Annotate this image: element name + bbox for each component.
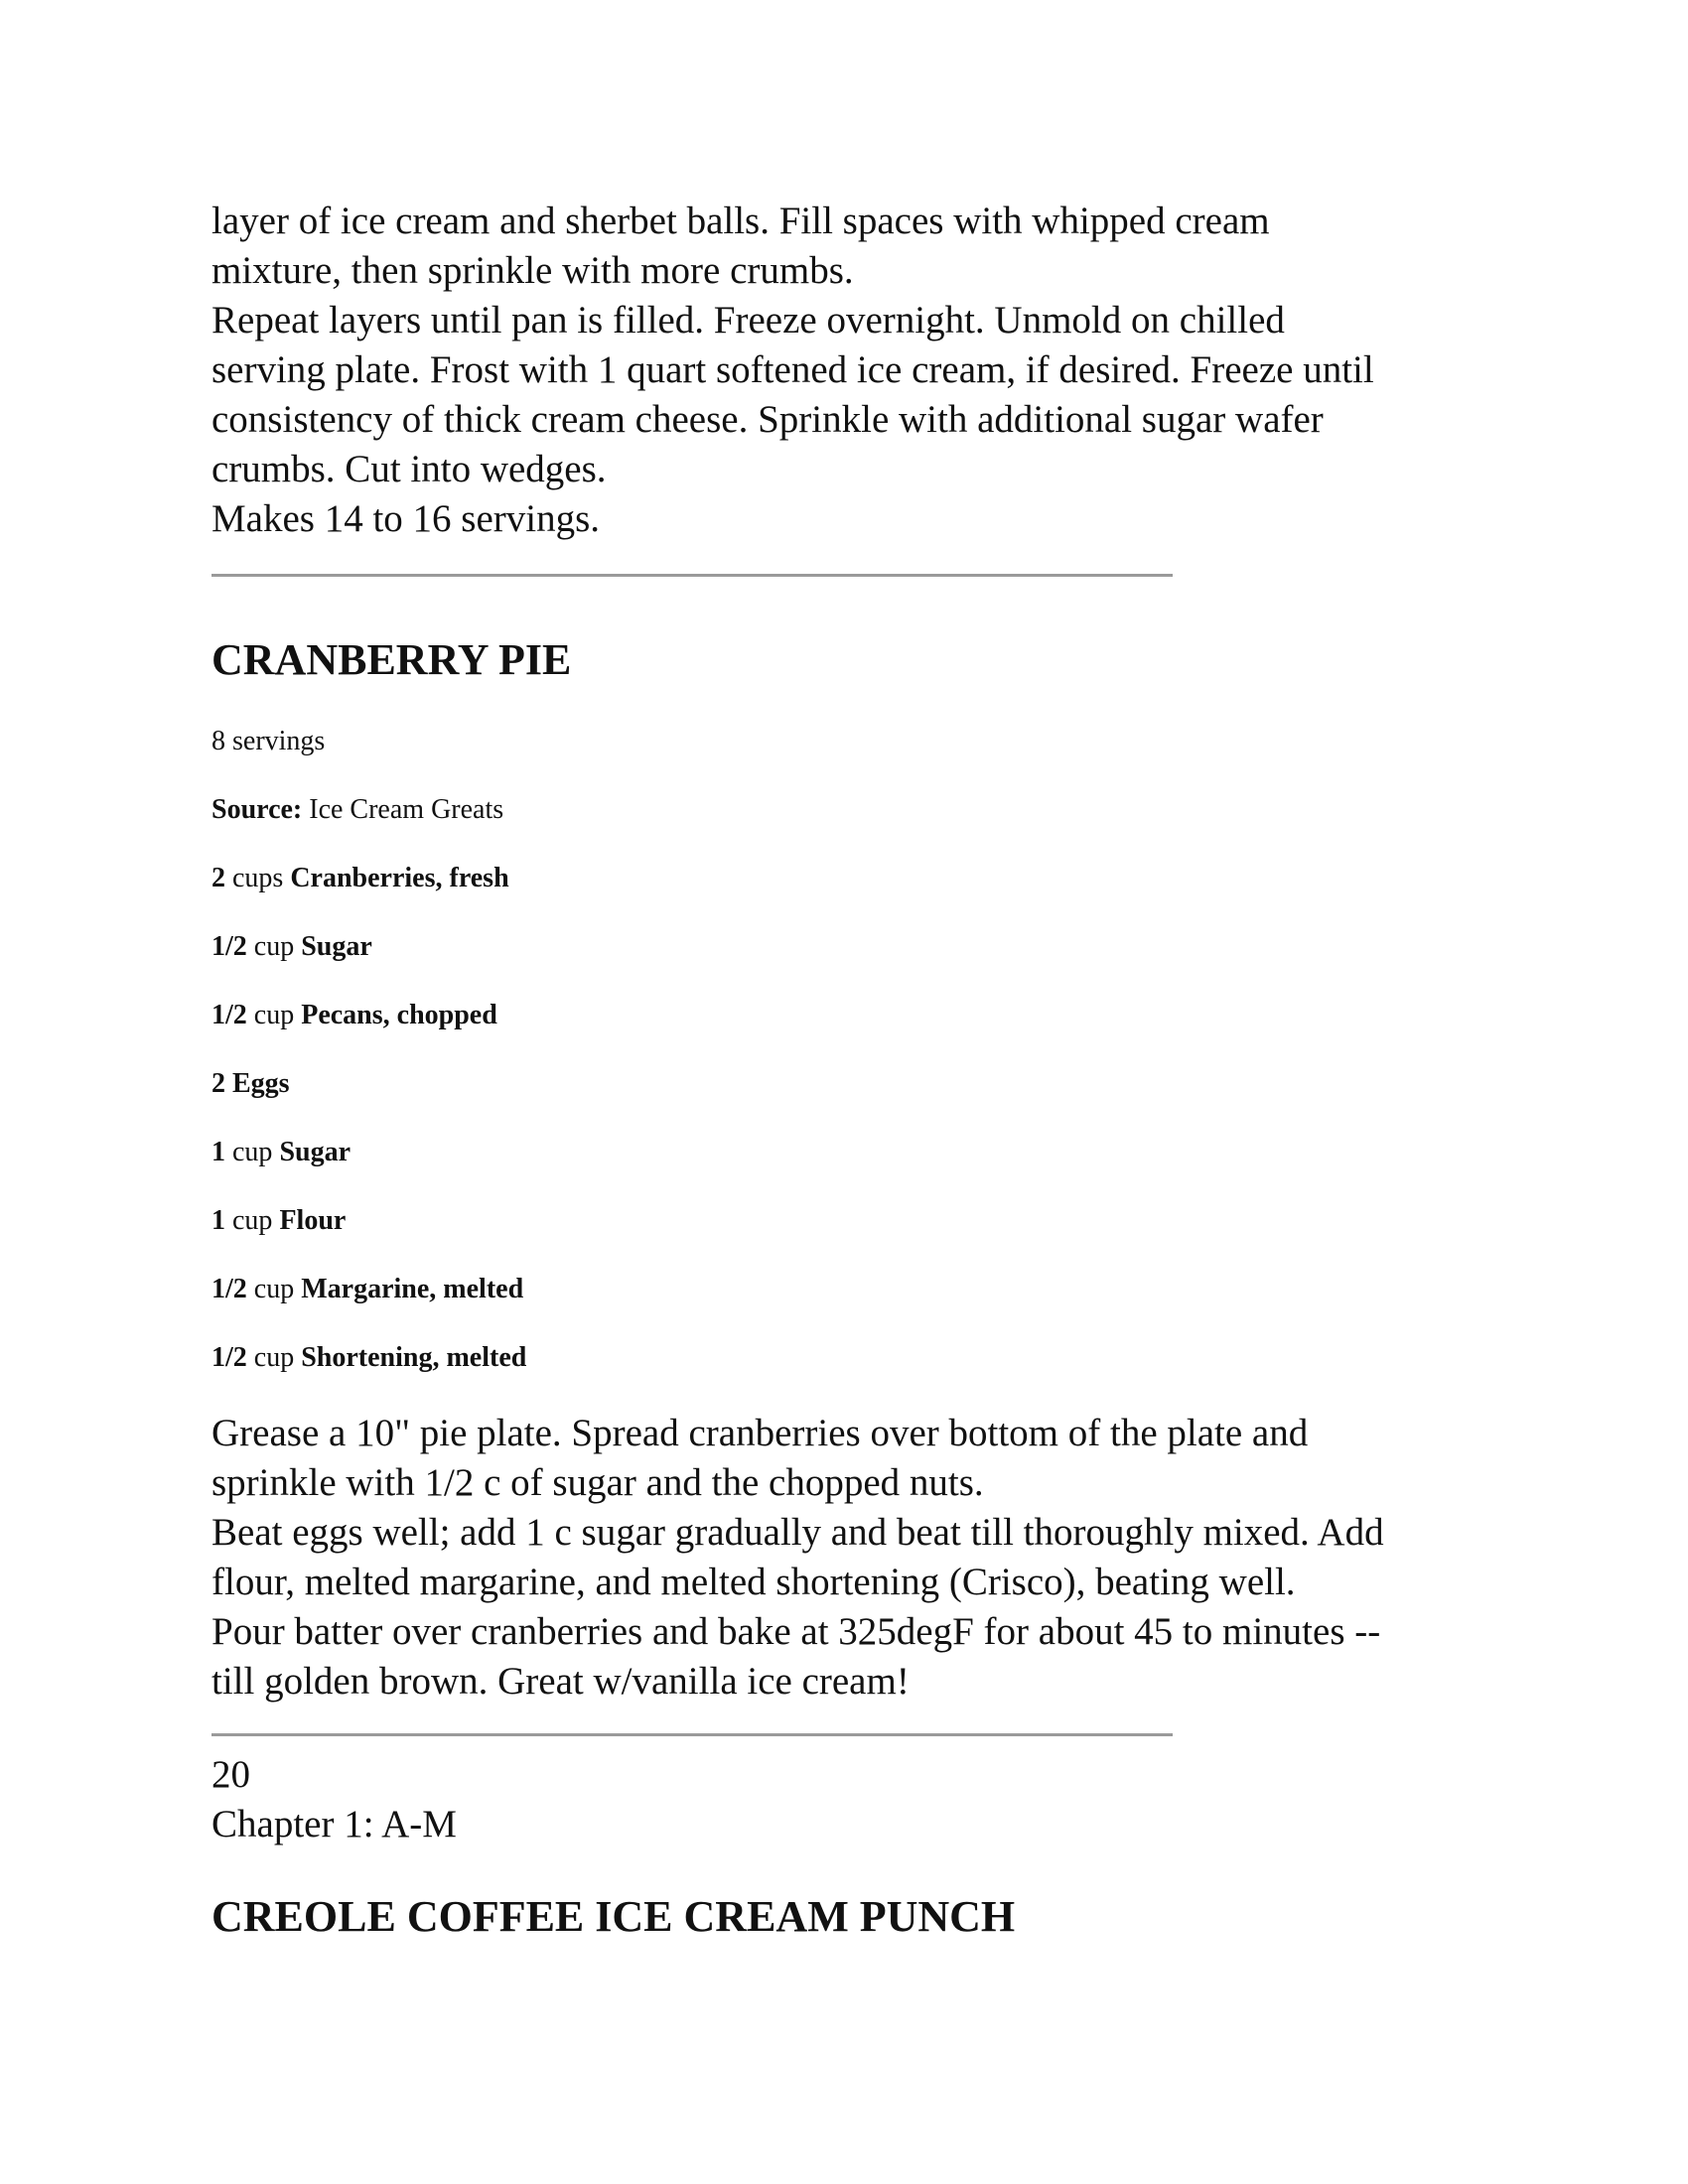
ingredient-unit: cup xyxy=(225,1137,280,1167)
text-line: mixture, then sprinkle with more crumbs. xyxy=(211,249,854,292)
ingredient-item xyxy=(211,1272,1502,1307)
ingredient-unit: cup xyxy=(246,1000,302,1030)
ingredient-item xyxy=(211,1135,1502,1170)
text-line: serving plate. Frost with 1 quart softened ice cream, if desired. Freeze until xyxy=(211,348,1374,391)
ingredient-qty: 2 xyxy=(211,1068,225,1099)
ingredient-qty: 1 xyxy=(211,1205,225,1236)
ingredient-qty: 1 xyxy=(211,1137,225,1167)
ingredient-item xyxy=(211,1066,1502,1102)
text-line: Repeat layers until pan is filled. Freeze overnight. Unmold on chilled xyxy=(211,299,1285,341)
ingredient-item xyxy=(211,1340,1502,1376)
recipe-source xyxy=(211,792,1502,828)
page-number: 20 xyxy=(211,1753,250,1796)
recipe-directions xyxy=(211,1409,1502,1706)
text-line: flour, melted margarine, and melted shortening (Crisco), beating well. xyxy=(211,1561,1296,1603)
recipe-servings: 8 servings xyxy=(211,726,326,756)
text-line: layer of ice cream and sherbet balls. Fill spaces with whipped cream xyxy=(211,200,1270,242)
ingredient-qty: 1/2 xyxy=(211,1274,247,1304)
ingredient-unit: cup xyxy=(225,1205,280,1236)
text-line: Beat eggs well; add 1 c sugar gradually and beat till thoroughly mixed. Add xyxy=(211,1511,1384,1554)
recipe-title: CRANBERRY PIE xyxy=(211,635,572,684)
ingredient-unit: cup xyxy=(246,931,302,962)
source-label: Source: xyxy=(211,794,303,825)
ingredient-unit: cups xyxy=(225,863,291,893)
ingredient-item xyxy=(211,929,1502,965)
next-recipe-title: CREOLE COFFEE ICE CREAM PUNCH xyxy=(211,1892,1016,1941)
ingredient-qty: 1/2 xyxy=(211,931,247,962)
ingredient-name: Eggs xyxy=(232,1068,290,1099)
source-value: Ice Cream Greats xyxy=(302,794,504,825)
ingredient-name: Sugar xyxy=(301,931,372,962)
text-line: sprinkle with 1/2 c of sugar and the chopped nuts. xyxy=(211,1461,984,1504)
ingredient-name: Pecans, chopped xyxy=(301,1000,497,1030)
text-line: consistency of thick cream cheese. Sprinkle with additional sugar wafer xyxy=(211,398,1324,441)
text-line: Grease a 10" pie plate. Spread cranberries over bottom of the plate and xyxy=(211,1412,1309,1454)
ingredient-name: Sugar xyxy=(279,1137,352,1167)
ingredient-item xyxy=(211,998,1502,1033)
section-divider xyxy=(211,574,1173,577)
ingredient-list xyxy=(211,861,1502,1376)
ingredient-unit xyxy=(225,1068,232,1099)
ingredient-qty: 2 xyxy=(211,863,225,893)
ingredient-item xyxy=(211,861,1502,896)
ingredient-qty: 1/2 xyxy=(211,1000,247,1030)
ingredient-unit: cup xyxy=(246,1342,302,1373)
document-page xyxy=(211,197,1502,1943)
ingredient-name: Flour xyxy=(279,1205,347,1236)
page-footer xyxy=(211,1750,1502,1849)
section-divider xyxy=(211,1733,1173,1736)
continuation-text xyxy=(211,197,1502,544)
ingredient-name: Margarine, melted xyxy=(301,1274,524,1304)
text-line: crumbs. Cut into wedges. xyxy=(211,448,607,490)
text-line: Pour batter over cranberries and bake at 325degF for about 45 to minutes -- xyxy=(211,1610,1381,1653)
chapter-label: Chapter 1: A-M xyxy=(211,1803,457,1845)
text-line: till golden brown. Great w/vanilla ice cream! xyxy=(211,1660,910,1703)
ingredient-unit: cup xyxy=(246,1274,302,1304)
ingredient-item xyxy=(211,1203,1502,1239)
text-line: Makes 14 to 16 servings. xyxy=(211,497,601,540)
ingredient-name: Cranberries, fresh xyxy=(290,863,509,893)
ingredient-name: Shortening, melted xyxy=(301,1342,527,1373)
ingredient-qty: 1/2 xyxy=(211,1342,247,1373)
